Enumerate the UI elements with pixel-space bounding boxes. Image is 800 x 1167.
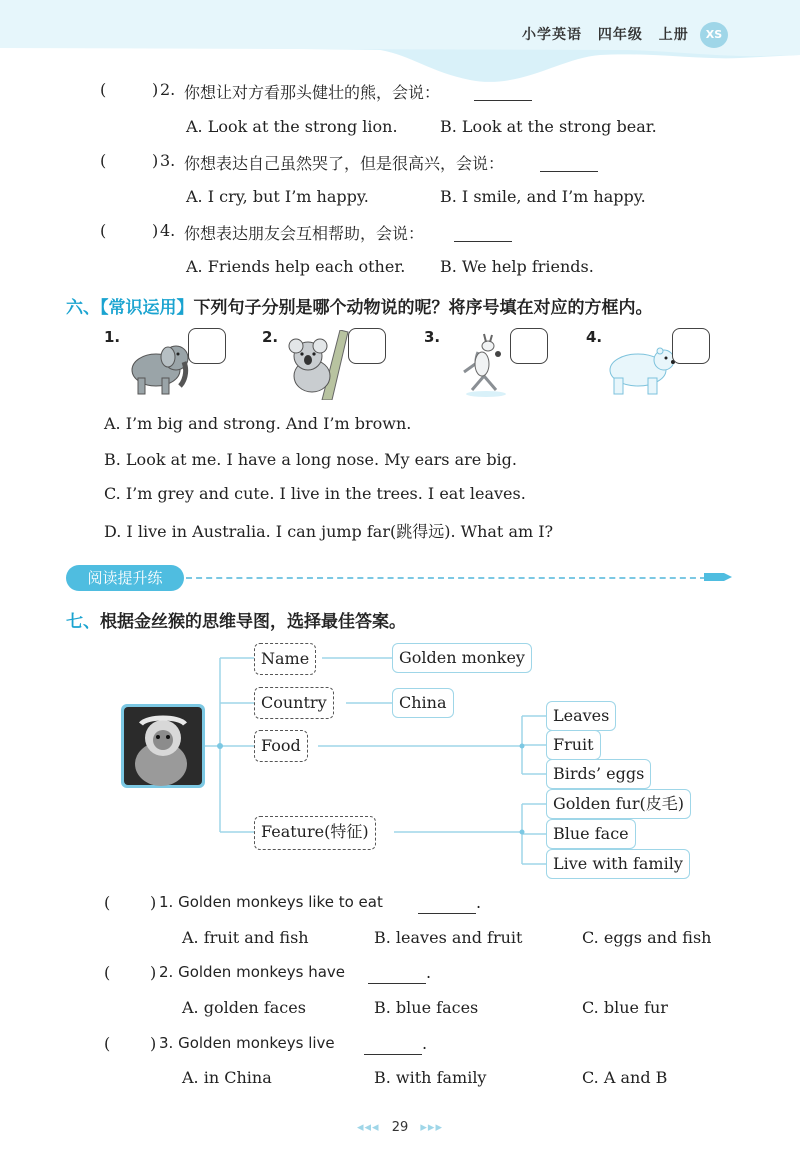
option-a: A. fruit and fish [182,928,309,947]
option-c: C. A and B [582,1068,668,1087]
page-number: 29 [391,1120,409,1135]
answer-paren-open: ( [100,221,107,240]
answer-paren-open: ( [104,893,111,912]
answer-blank[interactable] [418,899,476,914]
question-end: . [426,963,432,982]
question-stem [159,1034,335,1052]
section-tag: 【常识运用】 [100,298,194,318]
animal-number: 1. [104,328,121,346]
option-b: B. leaves and fruit [374,928,523,947]
answer-paren-open: ( [100,151,107,170]
section7-q2 [104,963,744,982]
header-grade: 四年级 [597,27,643,43]
answer-paren-close: ) [150,1034,157,1053]
section7-q1 [104,893,744,912]
sentence-a: A. I’m big and strong. And I’m brown. [104,414,412,433]
section-prefix: 六、 [66,298,100,318]
option-a: A. in China [182,1068,272,1087]
answer-blank[interactable] [368,969,426,984]
footer-left-arrows: ◂◂◂ [357,1120,380,1135]
option-b: B. I smile, and I’m happy. [440,187,646,206]
animal-number: 3. [424,328,441,346]
answer-paren-close: ) [152,80,159,99]
answer-paren-open: ( [100,80,107,99]
section-title: 根据金丝猴的思维导图，选择最佳答案。 [100,612,406,632]
question-stem: 你想让对方看那头健壮的熊，会说： [184,83,441,102]
answer-paren-close: ) [152,151,159,170]
answer-paren-open: ( [104,1034,111,1053]
answer-paren-close: ) [150,963,157,982]
section7-q3 [104,1034,744,1053]
golden-monkey-photo [121,704,205,788]
reading-banner-text: 阅读提升练 [87,569,163,587]
question-number: 1. [159,893,174,911]
section-title: 下列句子分别是哪个动物说的呢？将序号填在对应的方框内。 [193,298,653,318]
question-number: 2. [159,963,174,981]
question-stem: 你想表达朋友会互相帮助，会说： [184,224,425,243]
header-subject: 小学英语 [522,27,582,43]
mindmap-category-food: Food [254,730,308,762]
sentence-b: B. Look at me. I have a long nose. My ears are big. [104,450,517,469]
question-text: Golden monkeys live [178,1034,335,1052]
answer-paren-open: ( [104,963,111,982]
question-stem [159,893,383,911]
mindmap-food-value: Leaves [546,701,616,731]
question-number: 2. [160,80,176,99]
option-b: B. We help friends. [440,257,594,276]
mindmap-feature-value: Live with family [546,849,690,879]
header-term: 上册 [658,27,689,43]
option-c: C. blue fur [582,998,668,1017]
option-a: A. golden faces [182,998,306,1017]
sentence-d: D. I live in Australia. I can jump far(跳得远). What am I? [104,522,554,541]
option-a: A. Look at the strong lion. [186,117,398,136]
option-a: A. Friends help each other. [186,257,406,276]
option-b: B. blue faces [374,998,479,1017]
question-number: 3. [159,1034,174,1052]
question-text: Golden monkeys like to eat [178,893,383,911]
answer-blank[interactable] [364,1040,422,1055]
mindmap-country-value: China [392,688,454,718]
option-b: B. Look at the strong bear. [440,117,657,136]
question-number: 4. [160,221,176,240]
mindmap-category-country: Country [254,687,334,719]
answer-paren-close: ) [152,221,159,240]
mindmap-feature-value: Blue face [546,819,636,849]
section-prefix: 七、 [66,612,100,632]
option-c: C. eggs and fish [582,928,712,947]
header-badge-text: XS [705,28,723,41]
footer-right-arrows: ▸▸▸ [420,1120,443,1135]
page-footer [340,1120,460,1135]
mindmap-food-value: Birds’ eggs [546,759,651,789]
mindmap-feature-value: Golden fur(皮毛) [546,789,691,819]
answer-paren-close: ) [150,893,157,912]
question-end: . [422,1034,428,1053]
mindmap-food-value: Fruit [546,730,601,760]
option-b: B. with family [374,1068,487,1087]
question-stem [159,963,345,981]
mindmap-category-feature: Feature(特征) [254,816,376,850]
sentence-c: C. I’m grey and cute. I live in the trees. I eat leaves. [104,484,526,503]
question-number: 3. [160,151,176,170]
question-stem: 你想表达自己虽然哭了，但是很高兴，会说： [184,154,505,173]
animal-number: 2. [262,328,279,346]
mindmap-name-value: Golden monkey [392,643,532,673]
question-end: . [476,893,482,912]
question-text: Golden monkeys have [178,963,346,981]
animal-number: 4. [586,328,603,346]
mindmap-category-name: Name [254,643,316,675]
option-a: A. I cry, but I’m happy. [186,187,369,206]
